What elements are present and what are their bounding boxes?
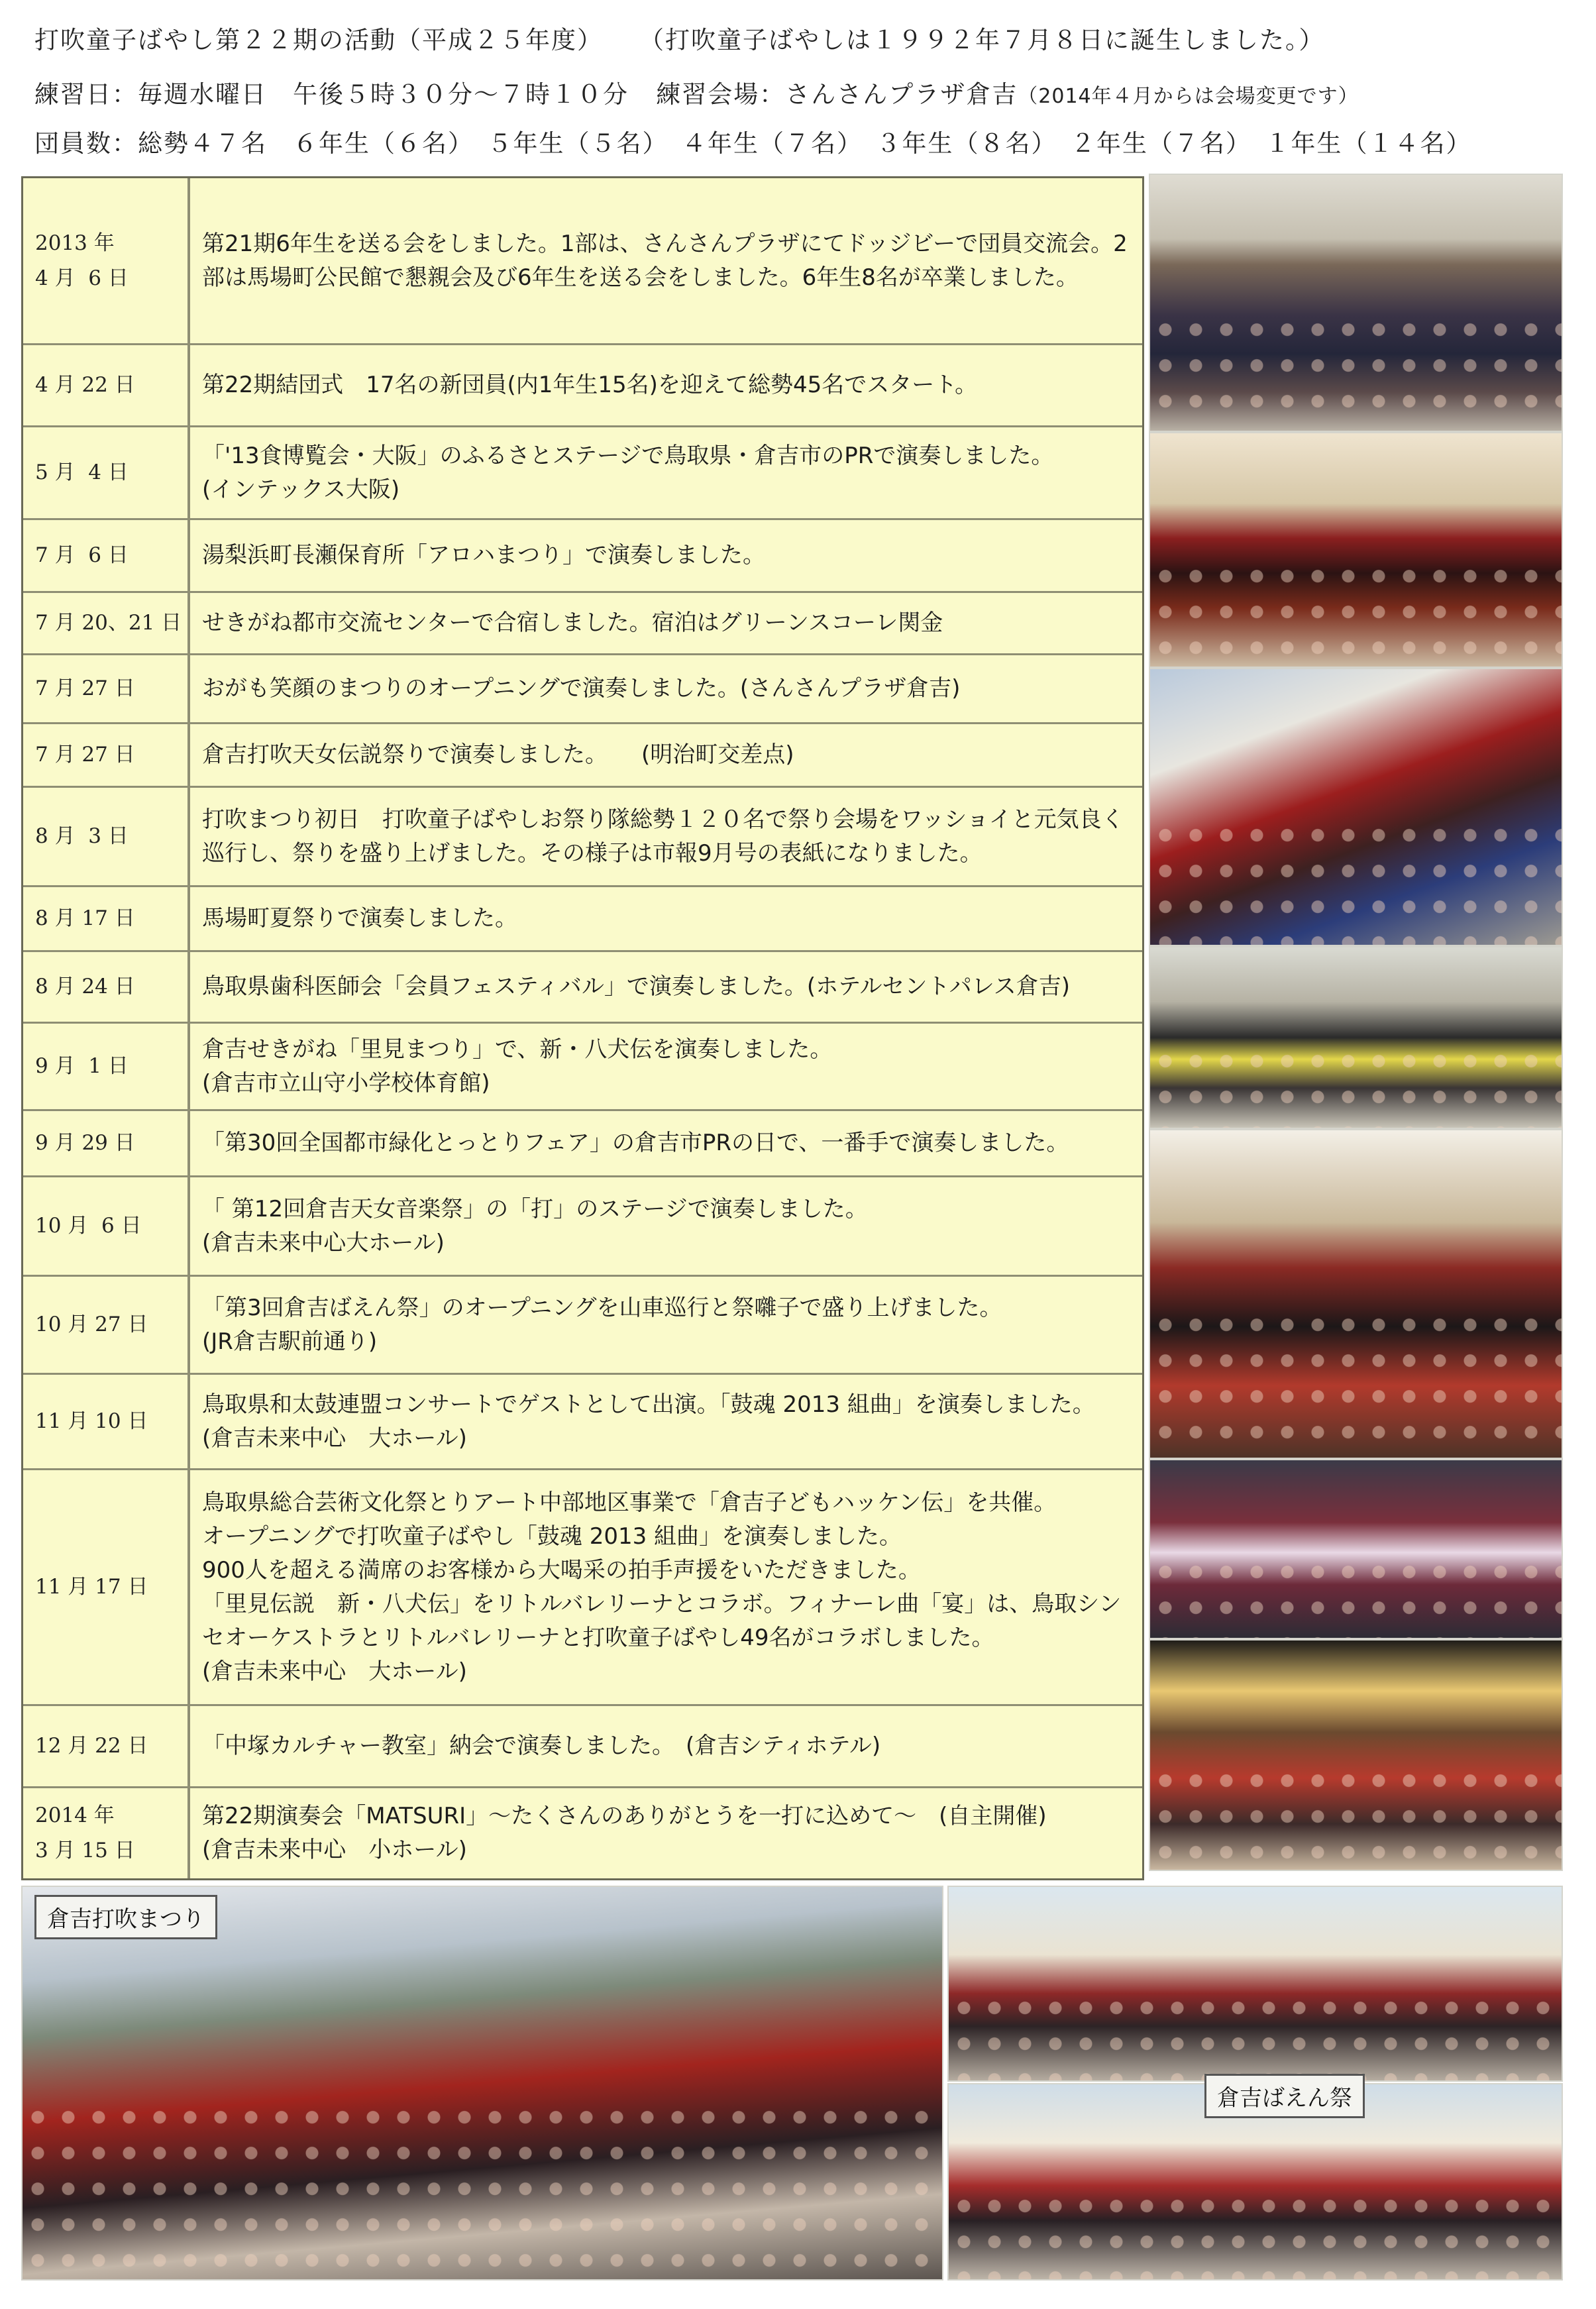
photo-label-uchibuki: 倉吉打吹まつり	[34, 1895, 217, 1939]
event-date: 4 月 22 日	[23, 345, 190, 425]
birth-note: （打吹童子ばやしは１９９２年７月８日に誕生しました。）	[639, 26, 1325, 54]
photo-concert-drums	[1149, 1129, 1563, 1459]
photo-baen-festival-street	[947, 1886, 1563, 2082]
event-description: せきがね都市交流センターで合宿しました。宿泊はグリーンスコーレ関金	[202, 610, 943, 636]
event-description: 第22期結団式 17名の新団員(内1年生15名)を迎えて総勢45名でスタート。	[202, 372, 978, 398]
event-date: 8 月 17 日	[23, 887, 190, 950]
table-row	[23, 655, 1142, 724]
table-row	[23, 724, 1142, 788]
event-date: 7 月 20、21 日	[23, 593, 190, 653]
table-row	[23, 1375, 1142, 1470]
page-header-line2	[34, 74, 1359, 110]
event-date: 12 月 22 日	[23, 1706, 190, 1786]
table-row	[23, 788, 1142, 887]
table-row	[23, 1111, 1142, 1177]
photo-flute-performer	[1149, 1459, 1563, 1639]
event-description: 「 第12回倉吉天女音楽祭」の「打」のステージで演奏しました。 (倉吉未来中心大ホール)	[202, 1195, 868, 1256]
page-header-line1	[34, 20, 1325, 56]
event-date: 11 月 10 日	[23, 1375, 190, 1468]
event-date: 11 月 17 日	[23, 1470, 190, 1704]
table-row	[23, 345, 1142, 427]
event-date: 7 月 27 日	[23, 724, 190, 786]
event-description: 打吹まつり初日 打吹童子ばやしお祭り隊総勢１２０名で祭り会場をワッショイと元気良く巡行し、祭りを盛り上げました。その様子は市報9月号の表紙になりました。	[202, 806, 1124, 867]
photo-inauguration-ceremony	[1149, 174, 1563, 432]
table-row	[23, 593, 1142, 655]
event-description: 鳥取県歯科医師会「会員フェスティバル」で演奏しました。(ホテルセントパレス倉吉)	[202, 973, 1071, 1000]
member-count: 団員数：総勢４７名 ６年生（６名） ５年生（５名） ４年生（７名） ３年生（８名） ２年生（７名） １年生（１４名）	[34, 129, 1472, 158]
event-date: 10 月 6 日	[23, 1177, 190, 1275]
event-date: 9 月 29 日	[23, 1111, 190, 1175]
photo-label-baen: 倉吉ばえん祭	[1204, 2074, 1365, 2118]
photo-orchestra-finale	[1149, 1639, 1563, 1871]
event-description: 「第30回全国都市緑化とっとりフェア」の倉吉市PRの日で、一番手で演奏しました。	[202, 1130, 1069, 1156]
practice-day: 練習日：毎週水曜日 午後５時３０分～７時１０分	[34, 80, 629, 109]
table-row	[23, 887, 1142, 952]
venue-note: （2014年４月からは会場変更です）	[1018, 85, 1359, 108]
event-description: 鳥取県和太鼓連盟コンサートでゲストとして出演。「鼓魂 2013 組曲」を演奏しました。 (倉吉未来中心 大ホール)	[202, 1391, 1095, 1452]
table-row	[23, 1470, 1142, 1706]
event-date: 9 月 1 日	[23, 1024, 190, 1109]
event-date: 8 月 24 日	[23, 952, 190, 1022]
table-row	[23, 427, 1142, 520]
event-date: 7 月 6 日	[23, 520, 190, 591]
table-row	[23, 1788, 1142, 1878]
photo-stage-drumming	[1149, 432, 1563, 668]
event-description: 「中塚カルチャー教室」納会で演奏しました。 (倉吉シティホテル)	[202, 1733, 881, 1759]
table-row	[23, 952, 1142, 1024]
event-date: 10 月 27 日	[23, 1277, 190, 1373]
event-date: 7 月 27 日	[23, 655, 190, 722]
event-description: 馬場町夏祭りで演奏しました。	[202, 905, 517, 932]
event-description: 第22期演奏会「MATSURI」～たくさんのありがとうを一打に込めて～ (自主開催) (倉吉未来中心 小ホール)	[202, 1803, 1047, 1863]
event-description: おがも笑顔のまつりのオープニングで演奏しました。(さんさんプラザ倉吉)	[202, 675, 961, 702]
table-row	[23, 1177, 1142, 1277]
event-date: 8 月 3 日	[23, 788, 190, 885]
event-description: 「第3回倉吉ばえん祭」のオープニングを山車巡行と祭囃子で盛り上げました。 (JR倉吉駅前通り)	[202, 1294, 1002, 1355]
page-title: 打吹童子ばやし第２２期の活動（平成２５年度）	[34, 26, 603, 54]
event-description: 湯梨浜町長瀬保育所「アロハまつり」で演奏しました。	[202, 542, 765, 568]
photo-uchibuki-festival-group	[21, 1886, 943, 2281]
table-row	[23, 1706, 1142, 1788]
table-row	[23, 1024, 1142, 1111]
table-row	[23, 520, 1142, 593]
event-date: 2013 年 4 月 6 日	[23, 178, 190, 343]
photo-group-festival	[1149, 946, 1563, 1129]
photo-street-performance	[1149, 668, 1563, 946]
event-date: 5 月 4 日	[23, 427, 190, 518]
event-description: 第21期6年生を送る会をしました。1部は、さんさんプラザにてドッジビーで団員交流会。2部は馬場町公民館で懇親会及び6年生を送る会をしました。6年生8名が卒業しました。	[202, 230, 1128, 291]
event-description: 倉吉打吹天女伝説祭りで演奏しました。 (明治町交差点)	[202, 741, 794, 768]
event-description: 倉吉せきがね「里見まつり」で、新・八犬伝を演奏しました。 (倉吉市立山守小学校体育館)	[202, 1036, 833, 1097]
practice-venue: 練習会場：さんさんプラザ倉吉	[656, 80, 1018, 109]
event-description: 「'13食博覧会・大阪」のふるさとステージで鳥取県・倉吉市のPRで演奏しました。 (インテックス大阪)	[202, 442, 1054, 503]
table-row	[23, 178, 1142, 345]
table-row	[23, 1277, 1142, 1375]
event-date: 2014 年 3 月 15 日	[23, 1788, 190, 1878]
activity-table	[21, 176, 1144, 1880]
event-description: 鳥取県総合芸術文化祭とりアート中部地区事業で「倉吉子どもハッケン伝」を共催。 オープニングで打吹童子ばやし「鼓魂 2013 組曲」を演奏しました。 900人を超える満席のお客様から大喝采の拍手声援をいただきました。 「里見伝説 新・八犬伝」をリトルバレリーナとコラボ。フィナーレ曲「宴」は、鳥取シンセオーケストラとリトルバレリーナと打吹童子ばやし49名がコラボしました。 (倉吉未来中心 大ホール)	[202, 1489, 1122, 1685]
